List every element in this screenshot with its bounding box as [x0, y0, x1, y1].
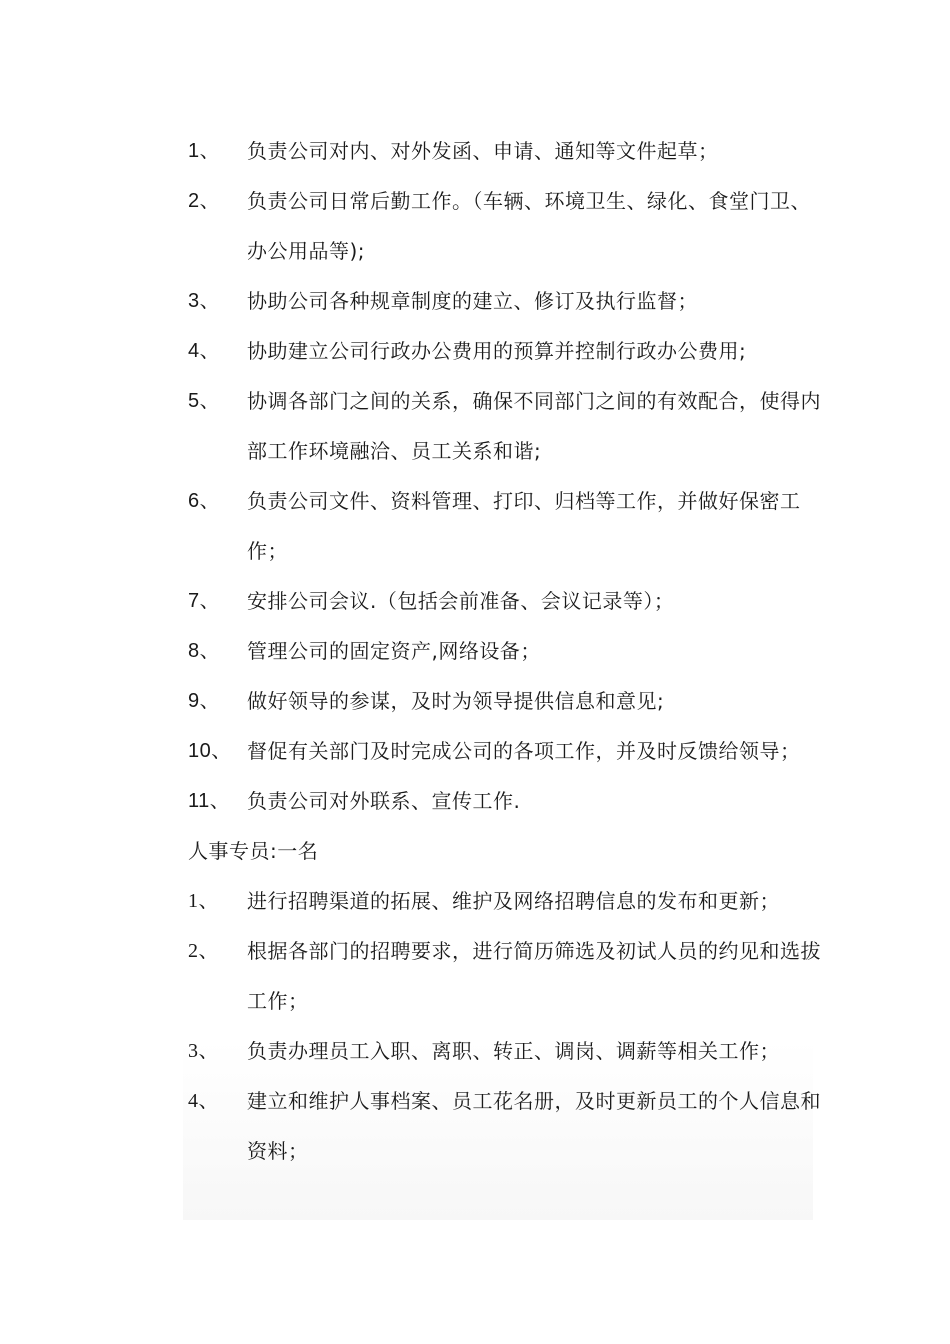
- list-item: [188, 776, 828, 826]
- item-text: 协助公司各种规章制度的建立、修订及执行监督；: [247, 289, 698, 313]
- list-item: [188, 176, 828, 276]
- list-item: [188, 1026, 828, 1076]
- item-text: 负责公司文件、资料管理、打印、归档等工作，并做好保密工作；: [247, 489, 801, 563]
- item-number: 9、: [188, 690, 221, 712]
- item-text: 负责办理员工入职、离职、转正、调岗、调薪等相关工作；: [247, 1039, 780, 1063]
- hr-duties-list: [188, 876, 828, 1176]
- item-number: 7、: [188, 590, 221, 612]
- admin-duties-list: [188, 126, 828, 826]
- item-text: 建立和维护人事档案、员工花名册，及时更新员工的个人信息和资料；: [247, 1089, 821, 1163]
- list-item: [188, 676, 828, 726]
- item-text: 管理公司的固定资产,网络设备；: [247, 639, 541, 663]
- item-text: 做好领导的参谋，及时为领导提供信息和意见;: [247, 689, 665, 713]
- item-number: 3、: [188, 290, 221, 312]
- item-number: 4、: [188, 340, 221, 362]
- list-item: [188, 726, 828, 776]
- list-item: [188, 376, 828, 476]
- item-number: 6、: [188, 490, 221, 512]
- item-text: 协调各部门之间的关系，确保不同部门之间的有效配合，使得内部工作环境融洽、员工关系和谐;: [247, 389, 821, 463]
- item-text: 安排公司会议.（包括会前准备、会议记录等）；: [247, 589, 675, 613]
- list-item: [188, 1076, 828, 1176]
- item-number: 4、: [188, 1090, 219, 1112]
- item-number: 3、: [188, 1040, 219, 1062]
- item-number: 2、: [188, 940, 219, 962]
- item-number: 10、: [188, 740, 232, 762]
- list-item: [188, 126, 828, 176]
- item-text: 负责公司对内、对外发函、申请、通知等文件起草；: [247, 139, 719, 163]
- list-item: [188, 876, 828, 926]
- list-item: [188, 926, 828, 1026]
- item-number: 1、: [188, 890, 219, 912]
- list-item: [188, 276, 828, 326]
- item-text: 负责公司对外联系、宣传工作.: [247, 789, 521, 813]
- item-text: 根据各部门的招聘要求，进行简历筛选及初试人员的约见和选拔工作；: [247, 939, 821, 1013]
- item-number: 11、: [188, 790, 231, 812]
- item-text: 协助建立公司行政办公费用的预算并控制行政办公费用;: [247, 339, 747, 363]
- item-number: 5、: [188, 390, 221, 412]
- hr-specialist-heading: 人事专员:一名: [188, 839, 319, 863]
- list-item: [188, 626, 828, 676]
- item-text: 督促有关部门及时完成公司的各项工作，并及时反馈给领导；: [247, 739, 801, 763]
- item-number: 2、: [188, 190, 221, 212]
- item-number: 1、: [188, 140, 221, 162]
- item-text: 进行招聘渠道的拓展、维护及网络招聘信息的发布和更新；: [247, 889, 780, 913]
- item-number: 8、: [188, 640, 221, 662]
- item-text: 负责公司日常后勤工作。（车辆、环境卫生、绿化、食堂门卫、办公用品等);: [247, 189, 811, 263]
- document-body: [188, 126, 828, 1176]
- list-item: [188, 476, 828, 576]
- list-item: [188, 326, 828, 376]
- list-item: [188, 576, 828, 626]
